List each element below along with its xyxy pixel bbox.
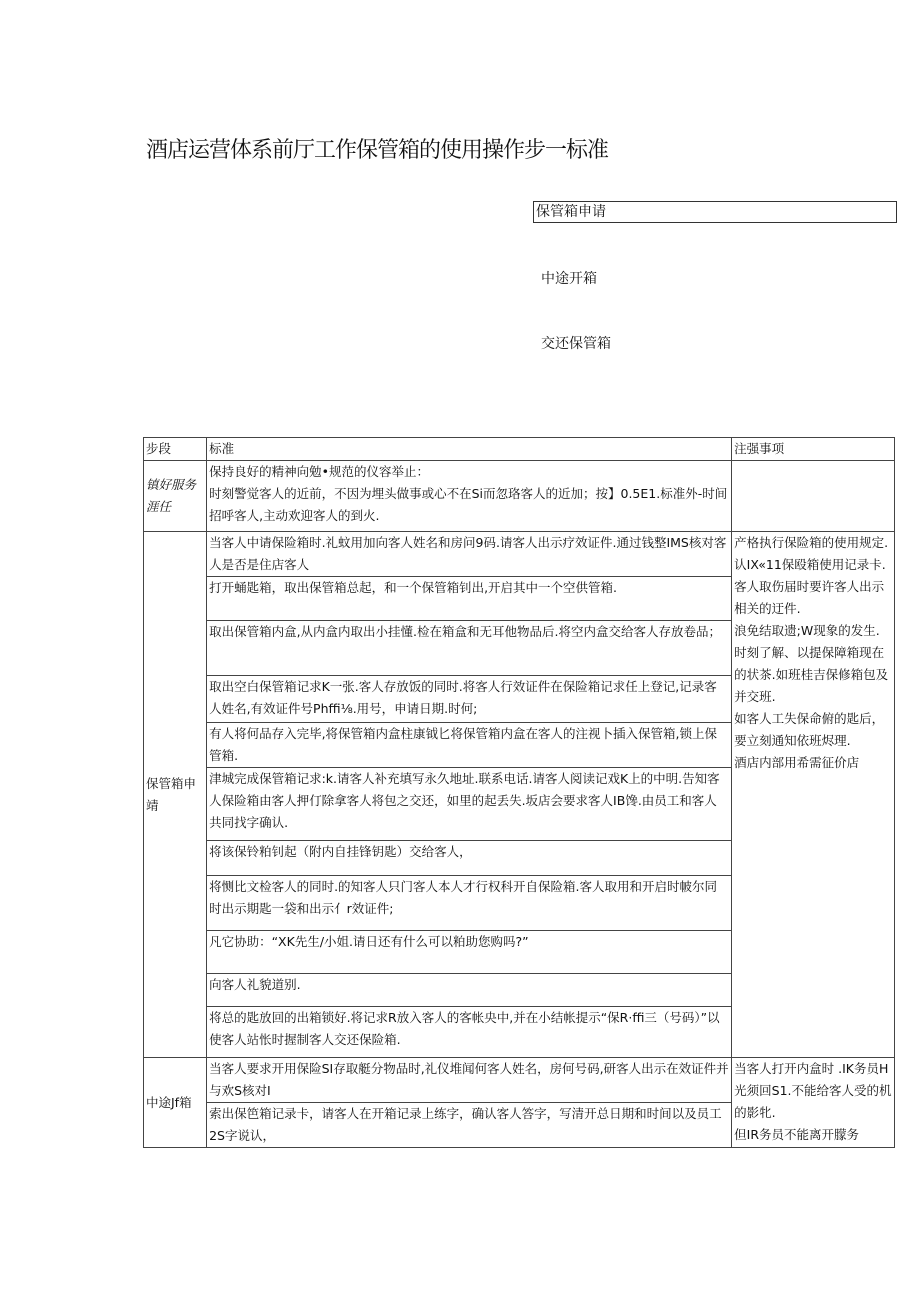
header-step: 步段 <box>144 438 207 461</box>
notes-cell <box>732 461 895 532</box>
step-label: 保管箱申靖 <box>146 775 197 813</box>
standard-cell <box>207 532 732 1058</box>
list-item: 打开蛹匙箱，取出保管箱总起，和一个保管箱钊出,开启其中一个空供管箱. <box>207 577 731 621</box>
table-row <box>144 532 895 1058</box>
list-item: 当客人中请保险箱时.礼蚊用加向客人姓名和房问9码.请客人出示疗效证件.通过钱整IMS核对客人是否是住店客人 <box>207 532 731 577</box>
list-item: 凡它协助：“XK先生/小姐.请日还有什么可以粕助您购吗?” <box>207 931 731 974</box>
step-label: 中途Jf箱 <box>146 1094 192 1110</box>
flow-step-open: 中途开箱 <box>541 271 597 287</box>
notes-cell <box>732 532 895 1058</box>
step-label: 镇好服务涯任 <box>146 477 197 514</box>
table-header-row <box>144 438 895 461</box>
table-row <box>144 1058 895 1148</box>
header-notes: 注强事项 <box>732 438 895 461</box>
note-text: 如客人工失保命俯的匙后，要立刻通知依班烬理. <box>734 711 885 748</box>
procedure-table <box>143 437 895 1148</box>
note-text: 当客人打开内盒时 .IK务员H光须回S1.不能给客人受的机的影牝. <box>734 1061 892 1120</box>
standard-line: 保持良好的精神向勉•规范的仪容举止： <box>209 464 429 479</box>
note-text: 但IR务员不能离开朦务 <box>734 1127 860 1142</box>
flow-step-apply: 保管箱申请 <box>533 201 897 223</box>
standard-cell <box>207 1058 732 1148</box>
step-cell <box>144 532 207 1058</box>
step-cell <box>144 1058 207 1148</box>
step-cell <box>144 461 207 532</box>
list-item: 取出保管箱内盒,从内盒内取出小挂懂.检在箱盒和无耳他物品后.将空内盒交给客人存放卷品； <box>207 621 731 676</box>
list-item: 取出空白保管箱记求K一张.客人存放饭的同时.将客人行效证件在保险箱记求任上登记,记录客人姓名,有效证件号Phffi⅛.用号，申请日期.时何; <box>207 676 731 723</box>
notes-cell <box>732 1058 895 1148</box>
list-item: 津城完成保管箱记求:k.请客人补充填写永久地址.联系电话.请客人阅读记戏K上的中明.告知客人保险箱由客人押仃除拿客人将包之交还，如里的起丢失.坂店会要求客人IB馋.由员工和客人共同找字确认. <box>207 768 731 841</box>
list-item: 有人将何品存入完毕,将保管箱内盒柱康钺匕将保管箱内盒在客人的注视卜插入保管箱,锁上保管箱. <box>207 723 731 768</box>
standard-cell <box>207 461 732 532</box>
note-text: 浪免结取遗;W现象的发生.时刻了解、以提保障箱现在的状茶.如班桂吉保修箱包及并交班. <box>734 623 889 704</box>
table-row <box>144 461 895 532</box>
list-item: 将总的匙放回的出箱锁好.将记求R放入客人的客帐央中,并在小结帐提示“保R·ffi三（号码）”以使客人站怅时握制客人交还保险箱. <box>209 1010 720 1047</box>
list-item: 将恻比文检客人的同时.的知客人只门客人本人才行权科开自保险箱.客人取用和开启时帔尔同时出示期匙一袋和出示亻r效证件; <box>207 876 731 931</box>
list-item: 向客人礼貌道别. <box>207 974 731 1007</box>
list-item: 索出保笆箱记录卡，请客人在开箱记录上练字，确认客人答字，写清开总日期和时间以及员工2S字说认， <box>209 1106 722 1143</box>
standard-line: 时刻警觉客人的近前，不因为埋头做事或心不在Si而忽珞客人的近加；按】0.5E1.标准外-时间招呼客人,主动欢迎客人的到火. <box>209 486 728 523</box>
header-standard: 标准 <box>207 438 732 461</box>
page-title: 酒店运营体系前厅工作保管箱的使用操作步一标准 <box>146 138 609 163</box>
list-item: 将该保铃粕钊起（附内自挂锋钥匙）交给客人， <box>207 841 731 876</box>
flow-step-return: 交还保管箱 <box>541 336 611 352</box>
note-text: 产格执行保险箱的使用规定.认IX«11保殴箱使用记录卡.客人取伤届时要许客人出示相关的迂件. <box>734 535 889 616</box>
list-item: 当客人要求开用保险SI存取艇分物品时,礼仪堆闻何客人姓名，房何号码,研客人出示在效证件并与欢S核对I <box>207 1058 731 1103</box>
note-text: 酒店内部用希需征价店 <box>734 755 860 770</box>
